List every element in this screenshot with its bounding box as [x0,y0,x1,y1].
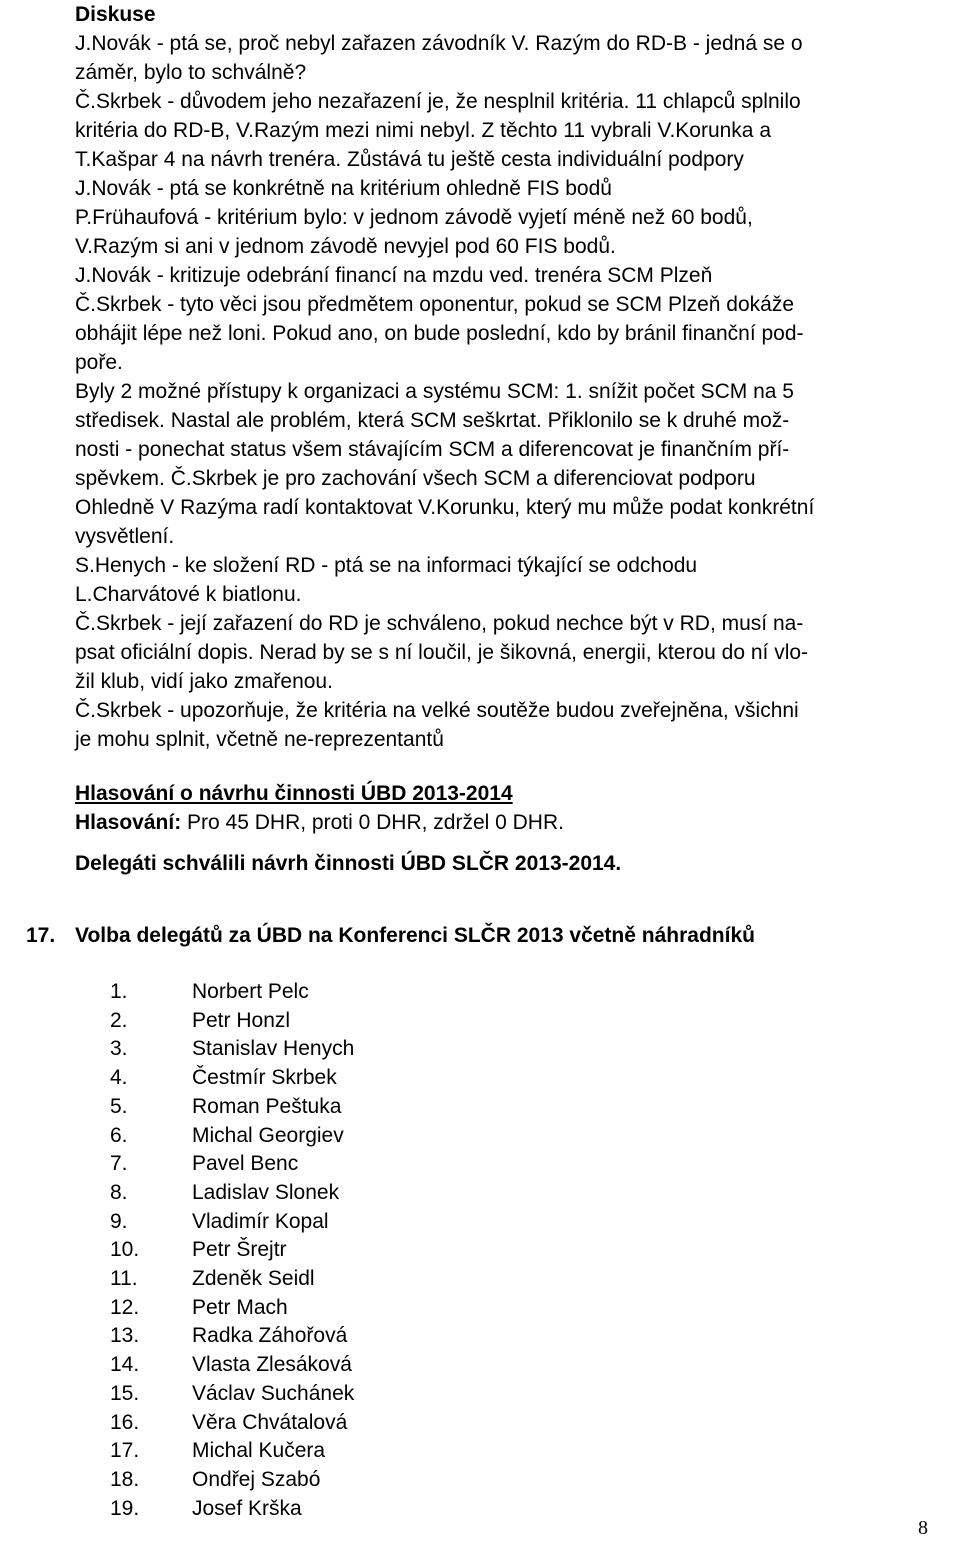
delegate-item [110,1122,354,1151]
delegate-name: Pavel Benc [192,1152,299,1176]
delegate-item [110,1351,354,1380]
delegate-number: 1. [110,980,128,1003]
delegate-name: Ondřej Szabó [192,1467,321,1491]
delegate-item [110,1236,354,1265]
delegate-item [110,1265,354,1294]
delegate-name: Ladislav Slonek [192,1180,340,1204]
discussion-line: vysvětlení. [75,525,175,548]
discussion-line: J.Novák - ptá se konkrétně na kritérium ohledně FIS bodů [75,177,612,200]
discussion-line: J.Novák - kritizuje odebrání financí na mzdu ved. trenéra SCM Plzeň [75,264,713,287]
delegate-item [110,1035,354,1064]
delegate-item [110,1208,354,1237]
delegate-name: Zdeněk Seidl [192,1267,315,1291]
delegate-name: Roman Peštuka [192,1094,342,1118]
delegate-name: Věra Chvátalová [192,1410,348,1434]
discussion-line: Č.Skrbek - její zařazení do RD je schváleno, pokud nechce být v RD, musí na- [75,612,804,635]
delegate-number: 11. [110,1267,138,1291]
delegate-item [110,1495,354,1524]
delegate-number: 13. [110,1324,140,1348]
vote-title: Hlasování o návrhu činnosti ÚBD 2013-2014 [75,782,513,805]
discussion-line: T.Kašpar 4 na návrh trenéra. Zůstává tu ještě cesta individuální podpory [75,148,744,171]
delegate-name: Stanislav Henych [192,1037,355,1061]
delegate-item [110,1179,354,1208]
delegate-number: 5. [110,1094,128,1118]
discussion-line: J.Novák - ptá se, proč nebyl zařazen závodník V. Razým do RD-B - jedná se o [75,32,803,55]
discussion-line: středisek. Nastal ale problém, která SCM seškrtat. Přiklonilo se k druhé mož- [75,409,790,432]
delegate-number: 12. [110,1295,140,1319]
delegate-item [110,1380,354,1409]
discussion-line: Č.Skrbek - upozorňuje, že kritéria na velké soutěže budou zveřejněna, všichni [75,699,799,722]
vote-label: Hlasování: [75,811,182,834]
discussion-line: kritéria do RD-B, V.Razým mezi nimi nebyl. Z těchto 11 vybrali V.Korunka a [75,119,772,142]
delegate-number: 18. [110,1467,140,1491]
delegate-item [110,978,354,1007]
delegate-number: 8. [110,1180,128,1204]
discussion-line: psat oficiální dopis. Nerad by se s ní loučil, je šikovná, energii, kterou do ní vlo- [75,641,809,664]
section-title: Volba delegátů za ÚBD na Konferenci SLČR 2013 včetně náhradníků [75,924,755,947]
delegate-name: Petr Šrejtr [192,1238,287,1262]
delegate-name: Michal Georgiev [192,1123,344,1147]
delegate-name: Čestmír Skrbek [192,1066,337,1090]
delegate-name: Petr Honzl [192,1008,291,1032]
delegate-number: 7. [110,1152,128,1176]
delegate-list [110,978,354,1523]
discussion-line: V.Razým si ani v jednom závodě nevyjel pod 60 FIS bodů. [75,235,616,258]
delegate-item [110,1093,354,1122]
delegate-number: 16. [110,1410,140,1434]
discussion-heading: Diskuse [75,3,156,26]
discussion-line: spěvkem. Č.Skrbek je pro zachování všech SCM a diferenciovat podporu [75,467,756,490]
discussion-line: záměr, bylo to schválně? [75,61,307,84]
delegate-number: 2. [110,1008,128,1032]
delegate-item [110,1409,354,1438]
vote-result-line [75,808,564,837]
vote-result: Pro 45 DHR, proti 0 DHR, zdržel 0 DHR. [181,811,564,834]
delegate-number: 10. [110,1238,140,1262]
approval-statement: Delegáti schválili návrh činnosti ÚBD SLČR 2013-2014. [75,852,622,875]
discussion-line: je mohu splnit, včetně ne-reprezentantů [75,728,444,751]
delegate-item [110,1064,354,1093]
delegate-item [110,1437,354,1466]
discussion-line: P.Frühaufová - kritérium bylo: v jednom závodě vyjetí méně než 60 bodů, [75,206,753,229]
discussion-line: Ohledně V Razýma radí kontaktovat V.Korunku, který mu může podat konkrétní [75,496,815,519]
delegate-name: Vladimír Kopal [192,1209,329,1233]
delegate-number: 4. [110,1066,128,1090]
delegate-number: 6. [110,1123,128,1147]
discussion-line: Byly 2 možné přístupy k organizaci a systému SCM: 1. snížit počet SCM na 5 [75,380,794,403]
discussion-line: poře. [75,351,123,374]
delegate-name: Michal Kučera [192,1439,326,1463]
delegate-item [110,1466,354,1495]
delegate-number: 14. [110,1353,140,1377]
delegate-name: Václav Suchánek [192,1381,355,1405]
delegate-number: 9. [110,1209,128,1233]
discussion-text [75,29,955,754]
delegate-item [110,1294,354,1323]
discussion-line: Č.Skrbek - tyto věci jsou předmětem oponentur, pokud se SCM Plzeň dokáže [75,293,795,316]
section-number: 17. [26,924,56,947]
discussion-line: L.Charvátové k biatlonu. [75,583,302,606]
delegate-name: Norbert Pelc [192,980,309,1003]
delegate-name: Petr Mach [192,1295,288,1319]
discussion-line: obhájit lépe než loni. Pokud ano, on bude poslední, kdo by bránil finanční pod- [75,322,804,345]
discussion-line: nosti - ponechat status všem stávajícím SCM a diferencovat je finančním pří- [75,438,790,461]
delegate-name: Josef Krška [192,1496,302,1520]
page-number: 8 [918,1517,928,1539]
delegate-item [110,1150,354,1179]
discussion-line: žil klub, vidí jako zmařenou. [75,670,333,693]
discussion-line: Č.Skrbek - důvodem jeho nezařazení je, že nesplnil kritéria. 11 chlapců splnilo [75,90,801,113]
delegate-item [110,1322,354,1351]
discussion-line: S.Henych - ke složení RD - ptá se na informaci týkající se odchodu [75,554,698,577]
delegate-number: 3. [110,1037,128,1061]
delegate-number: 15. [110,1381,140,1405]
delegate-item [110,1007,354,1036]
delegate-number: 17. [110,1439,140,1463]
delegate-name: Radka Záhořová [192,1324,348,1348]
delegate-name: Vlasta Zlesáková [192,1353,352,1377]
delegate-number: 19. [110,1496,140,1520]
